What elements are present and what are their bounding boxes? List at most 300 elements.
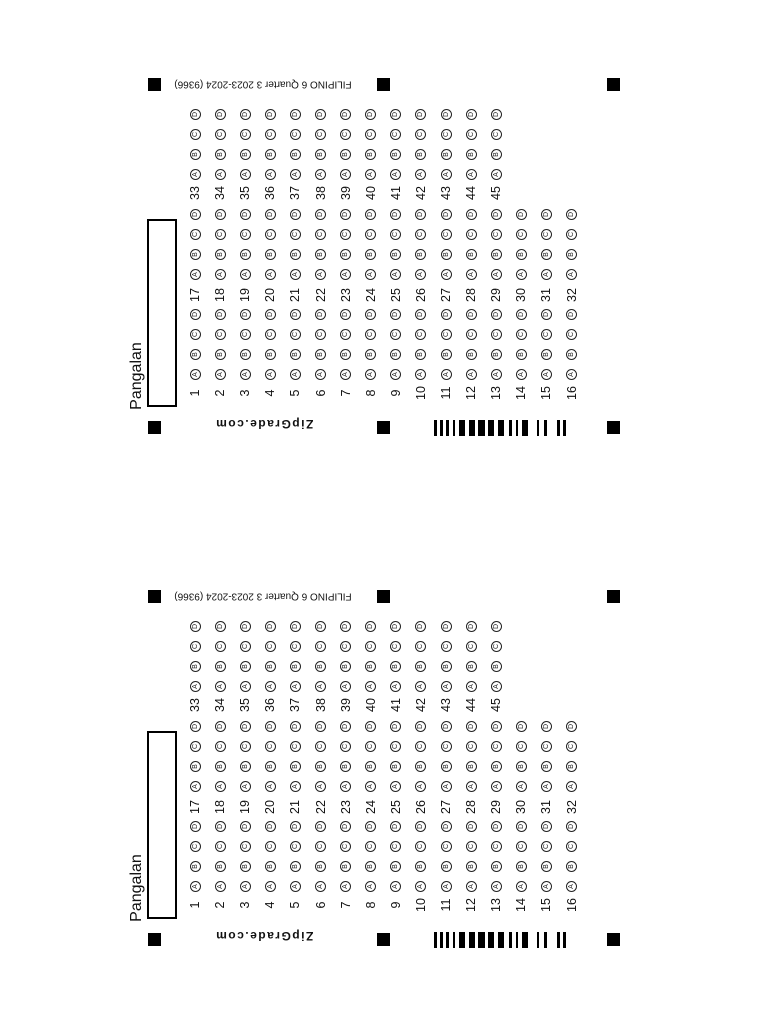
answer-bubble-d[interactable]: D	[190, 209, 201, 220]
answer-bubble-d[interactable]: D	[290, 721, 301, 732]
answer-bubble-c[interactable]: C	[415, 641, 426, 652]
answer-bubble-a[interactable]: A	[441, 169, 452, 180]
answer-bubble-d[interactable]: D	[215, 621, 226, 632]
answer-bubble-c[interactable]: C	[290, 641, 301, 652]
answer-bubble-a[interactable]: A	[190, 781, 201, 792]
answer-bubble-b[interactable]: B	[415, 661, 426, 672]
answer-bubble-a[interactable]: A	[340, 369, 351, 380]
answer-bubble-d[interactable]: D	[415, 821, 426, 832]
answer-bubble-d[interactable]: D	[390, 209, 401, 220]
answer-bubble-a[interactable]: A	[265, 169, 276, 180]
answer-bubble-c[interactable]: C	[315, 129, 326, 140]
answer-bubble-a[interactable]: A	[390, 681, 401, 692]
answer-bubble-a[interactable]: A	[240, 781, 251, 792]
answer-bubble-a[interactable]: A	[215, 369, 226, 380]
answer-bubble-d[interactable]: D	[566, 209, 577, 220]
answer-bubble-a[interactable]: A	[265, 881, 276, 892]
answer-bubble-d[interactable]: D	[215, 721, 226, 732]
answer-bubble-d[interactable]: D	[415, 721, 426, 732]
answer-bubble-a[interactable]: A	[415, 881, 426, 892]
answer-bubble-b[interactable]: B	[365, 861, 376, 872]
answer-bubble-a[interactable]: A	[290, 169, 301, 180]
answer-bubble-d[interactable]: D	[290, 209, 301, 220]
answer-bubble-c[interactable]: C	[340, 741, 351, 752]
answer-bubble-c[interactable]: C	[190, 741, 201, 752]
answer-bubble-a[interactable]: A	[365, 369, 376, 380]
answer-bubble-b[interactable]: B	[215, 861, 226, 872]
answer-bubble-b[interactable]: B	[190, 349, 201, 360]
answer-bubble-a[interactable]: A	[315, 369, 326, 380]
answer-bubble-c[interactable]: C	[491, 229, 502, 240]
answer-bubble-d[interactable]: D	[315, 821, 326, 832]
answer-bubble-b[interactable]: B	[541, 761, 552, 772]
answer-bubble-b[interactable]: B	[190, 761, 201, 772]
answer-bubble-c[interactable]: C	[240, 641, 251, 652]
answer-bubble-c[interactable]: C	[390, 841, 401, 852]
answer-bubble-d[interactable]: D	[415, 209, 426, 220]
answer-bubble-c[interactable]: C	[441, 129, 452, 140]
answer-bubble-c[interactable]: C	[315, 741, 326, 752]
answer-bubble-d[interactable]: D	[340, 309, 351, 320]
answer-bubble-c[interactable]: C	[240, 229, 251, 240]
answer-bubble-b[interactable]: B	[365, 149, 376, 160]
answer-bubble-a[interactable]: A	[415, 369, 426, 380]
answer-bubble-b[interactable]: B	[491, 249, 502, 260]
answer-bubble-b[interactable]: B	[315, 249, 326, 260]
answer-bubble-c[interactable]: C	[491, 741, 502, 752]
answer-bubble-a[interactable]: A	[315, 169, 326, 180]
answer-bubble-c[interactable]: C	[541, 329, 552, 340]
answer-bubble-a[interactable]: A	[365, 681, 376, 692]
answer-bubble-b[interactable]: B	[491, 149, 502, 160]
answer-bubble-a[interactable]: A	[215, 781, 226, 792]
answer-bubble-d[interactable]: D	[516, 821, 527, 832]
answer-bubble-c[interactable]: C	[340, 329, 351, 340]
answer-bubble-b[interactable]: B	[516, 249, 527, 260]
answer-bubble-b[interactable]: B	[466, 761, 477, 772]
answer-bubble-d[interactable]: D	[315, 109, 326, 120]
answer-bubble-b[interactable]: B	[441, 761, 452, 772]
answer-bubble-b[interactable]: B	[390, 761, 401, 772]
answer-bubble-d[interactable]: D	[466, 109, 477, 120]
answer-bubble-b[interactable]: B	[265, 661, 276, 672]
answer-bubble-a[interactable]: A	[466, 369, 477, 380]
answer-bubble-c[interactable]: C	[441, 641, 452, 652]
answer-bubble-b[interactable]: B	[190, 861, 201, 872]
answer-bubble-c[interactable]: C	[215, 641, 226, 652]
answer-bubble-c[interactable]: C	[491, 129, 502, 140]
answer-bubble-a[interactable]: A	[441, 681, 452, 692]
answer-bubble-d[interactable]: D	[390, 821, 401, 832]
answer-bubble-b[interactable]: B	[541, 349, 552, 360]
answer-bubble-d[interactable]: D	[190, 109, 201, 120]
answer-bubble-a[interactable]: A	[441, 269, 452, 280]
answer-bubble-a[interactable]: A	[566, 881, 577, 892]
answer-bubble-b[interactable]: B	[566, 861, 577, 872]
answer-bubble-d[interactable]: D	[215, 309, 226, 320]
answer-bubble-d[interactable]: D	[340, 109, 351, 120]
answer-bubble-c[interactable]: C	[265, 329, 276, 340]
answer-bubble-c[interactable]: C	[240, 841, 251, 852]
answer-bubble-a[interactable]: A	[541, 269, 552, 280]
answer-bubble-b[interactable]: B	[340, 861, 351, 872]
answer-bubble-b[interactable]: B	[240, 761, 251, 772]
answer-bubble-a[interactable]: A	[190, 881, 201, 892]
answer-bubble-d[interactable]: D	[240, 209, 251, 220]
answer-bubble-c[interactable]: C	[541, 741, 552, 752]
answer-bubble-d[interactable]: D	[415, 109, 426, 120]
answer-bubble-d[interactable]: D	[491, 209, 502, 220]
answer-bubble-d[interactable]: D	[566, 821, 577, 832]
answer-bubble-c[interactable]: C	[190, 329, 201, 340]
answer-bubble-b[interactable]: B	[541, 249, 552, 260]
answer-bubble-a[interactable]: A	[240, 681, 251, 692]
answer-bubble-a[interactable]: A	[340, 781, 351, 792]
answer-bubble-a[interactable]: A	[315, 269, 326, 280]
answer-bubble-a[interactable]: A	[240, 269, 251, 280]
answer-bubble-c[interactable]: C	[190, 641, 201, 652]
answer-bubble-b[interactable]: B	[441, 149, 452, 160]
answer-bubble-d[interactable]: D	[491, 821, 502, 832]
answer-bubble-c[interactable]: C	[441, 841, 452, 852]
answer-bubble-a[interactable]: A	[466, 169, 477, 180]
answer-bubble-a[interactable]: A	[315, 781, 326, 792]
answer-bubble-a[interactable]: A	[190, 269, 201, 280]
answer-bubble-b[interactable]: B	[290, 761, 301, 772]
answer-bubble-c[interactable]: C	[290, 329, 301, 340]
answer-bubble-b[interactable]: B	[240, 249, 251, 260]
answer-bubble-b[interactable]: B	[215, 249, 226, 260]
answer-bubble-a[interactable]: A	[466, 681, 477, 692]
answer-bubble-d[interactable]: D	[315, 621, 326, 632]
answer-bubble-b[interactable]: B	[190, 249, 201, 260]
answer-bubble-d[interactable]: D	[390, 109, 401, 120]
answer-bubble-d[interactable]: D	[541, 721, 552, 732]
answer-bubble-d[interactable]: D	[390, 309, 401, 320]
answer-bubble-c[interactable]: C	[390, 129, 401, 140]
answer-bubble-b[interactable]: B	[240, 149, 251, 160]
answer-bubble-b[interactable]: B	[365, 661, 376, 672]
answer-bubble-a[interactable]: A	[390, 369, 401, 380]
answer-bubble-a[interactable]: A	[265, 781, 276, 792]
answer-bubble-d[interactable]: D	[265, 721, 276, 732]
answer-bubble-d[interactable]: D	[466, 309, 477, 320]
answer-bubble-c[interactable]: C	[415, 229, 426, 240]
answer-bubble-b[interactable]: B	[265, 149, 276, 160]
answer-bubble-b[interactable]: B	[516, 861, 527, 872]
answer-bubble-c[interactable]: C	[466, 741, 477, 752]
answer-bubble-c[interactable]: C	[466, 841, 477, 852]
answer-bubble-c[interactable]: C	[315, 641, 326, 652]
answer-bubble-a[interactable]: A	[290, 369, 301, 380]
answer-bubble-b[interactable]: B	[315, 861, 326, 872]
answer-bubble-c[interactable]: C	[491, 641, 502, 652]
answer-bubble-a[interactable]: A	[365, 169, 376, 180]
answer-bubble-c[interactable]: C	[340, 841, 351, 852]
answer-bubble-c[interactable]: C	[516, 229, 527, 240]
answer-bubble-c[interactable]: C	[290, 129, 301, 140]
answer-bubble-b[interactable]: B	[215, 761, 226, 772]
answer-bubble-b[interactable]: B	[340, 349, 351, 360]
answer-bubble-b[interactable]: B	[365, 761, 376, 772]
answer-bubble-a[interactable]: A	[215, 169, 226, 180]
answer-bubble-b[interactable]: B	[365, 349, 376, 360]
answer-bubble-a[interactable]: A	[365, 881, 376, 892]
answer-bubble-a[interactable]: A	[390, 269, 401, 280]
answer-bubble-c[interactable]: C	[290, 741, 301, 752]
answer-bubble-d[interactable]: D	[441, 109, 452, 120]
answer-bubble-b[interactable]: B	[415, 861, 426, 872]
answer-bubble-a[interactable]: A	[516, 781, 527, 792]
answer-bubble-c[interactable]: C	[240, 329, 251, 340]
answer-bubble-b[interactable]: B	[265, 249, 276, 260]
answer-bubble-c[interactable]: C	[215, 741, 226, 752]
answer-bubble-b[interactable]: B	[390, 149, 401, 160]
answer-bubble-c[interactable]: C	[541, 229, 552, 240]
answer-bubble-a[interactable]: A	[340, 881, 351, 892]
answer-bubble-b[interactable]: B	[441, 249, 452, 260]
answer-bubble-b[interactable]: B	[240, 861, 251, 872]
answer-bubble-b[interactable]: B	[290, 349, 301, 360]
answer-bubble-d[interactable]: D	[290, 821, 301, 832]
answer-bubble-a[interactable]: A	[240, 169, 251, 180]
answer-bubble-b[interactable]: B	[340, 761, 351, 772]
answer-bubble-c[interactable]: C	[566, 229, 577, 240]
answer-bubble-a[interactable]: A	[265, 269, 276, 280]
answer-bubble-d[interactable]: D	[340, 621, 351, 632]
answer-bubble-c[interactable]: C	[466, 329, 477, 340]
answer-bubble-d[interactable]: D	[265, 209, 276, 220]
answer-bubble-b[interactable]: B	[415, 349, 426, 360]
answer-bubble-c[interactable]: C	[365, 129, 376, 140]
answer-bubble-d[interactable]: D	[290, 109, 301, 120]
answer-bubble-a[interactable]: A	[290, 881, 301, 892]
answer-bubble-d[interactable]: D	[315, 209, 326, 220]
answer-bubble-b[interactable]: B	[466, 861, 477, 872]
answer-bubble-c[interactable]: C	[265, 129, 276, 140]
answer-bubble-d[interactable]: D	[265, 109, 276, 120]
answer-bubble-c[interactable]: C	[290, 841, 301, 852]
name-field[interactable]	[147, 219, 177, 407]
answer-bubble-c[interactable]: C	[365, 329, 376, 340]
answer-bubble-b[interactable]: B	[290, 149, 301, 160]
answer-bubble-b[interactable]: B	[190, 661, 201, 672]
answer-bubble-a[interactable]: A	[541, 781, 552, 792]
answer-bubble-d[interactable]: D	[265, 621, 276, 632]
answer-bubble-d[interactable]: D	[240, 621, 251, 632]
answer-bubble-b[interactable]: B	[516, 349, 527, 360]
answer-bubble-b[interactable]: B	[340, 249, 351, 260]
answer-bubble-d[interactable]: D	[215, 821, 226, 832]
answer-bubble-a[interactable]: A	[365, 781, 376, 792]
answer-bubble-c[interactable]: C	[340, 641, 351, 652]
answer-bubble-d[interactable]: D	[365, 621, 376, 632]
answer-bubble-c[interactable]: C	[390, 329, 401, 340]
answer-bubble-b[interactable]: B	[390, 861, 401, 872]
answer-bubble-a[interactable]: A	[415, 781, 426, 792]
answer-bubble-a[interactable]: A	[541, 881, 552, 892]
answer-bubble-b[interactable]: B	[441, 661, 452, 672]
answer-bubble-d[interactable]: D	[240, 821, 251, 832]
answer-bubble-c[interactable]: C	[441, 741, 452, 752]
answer-bubble-a[interactable]: A	[240, 881, 251, 892]
answer-bubble-a[interactable]: A	[491, 681, 502, 692]
answer-bubble-a[interactable]: A	[566, 269, 577, 280]
answer-bubble-a[interactable]: A	[390, 881, 401, 892]
answer-bubble-d[interactable]: D	[415, 621, 426, 632]
answer-bubble-c[interactable]: C	[466, 129, 477, 140]
answer-bubble-b[interactable]: B	[240, 661, 251, 672]
answer-bubble-a[interactable]: A	[541, 369, 552, 380]
answer-bubble-d[interactable]: D	[566, 721, 577, 732]
answer-bubble-c[interactable]: C	[390, 229, 401, 240]
answer-bubble-b[interactable]: B	[215, 149, 226, 160]
answer-bubble-c[interactable]: C	[215, 329, 226, 340]
answer-bubble-d[interactable]: D	[466, 621, 477, 632]
answer-bubble-a[interactable]: A	[190, 169, 201, 180]
answer-bubble-c[interactable]: C	[466, 229, 477, 240]
answer-bubble-b[interactable]: B	[240, 349, 251, 360]
answer-bubble-c[interactable]: C	[566, 741, 577, 752]
answer-bubble-b[interactable]: B	[415, 249, 426, 260]
answer-bubble-b[interactable]: B	[466, 149, 477, 160]
answer-bubble-a[interactable]: A	[215, 681, 226, 692]
answer-bubble-a[interactable]: A	[265, 681, 276, 692]
answer-bubble-c[interactable]: C	[215, 841, 226, 852]
answer-bubble-d[interactable]: D	[415, 309, 426, 320]
answer-bubble-d[interactable]: D	[441, 621, 452, 632]
answer-bubble-d[interactable]: D	[466, 721, 477, 732]
answer-bubble-d[interactable]: D	[340, 821, 351, 832]
answer-bubble-d[interactable]: D	[491, 309, 502, 320]
answer-bubble-c[interactable]: C	[265, 641, 276, 652]
answer-bubble-d[interactable]: D	[491, 109, 502, 120]
answer-bubble-a[interactable]: A	[215, 269, 226, 280]
answer-bubble-c[interactable]: C	[240, 129, 251, 140]
answer-bubble-b[interactable]: B	[315, 349, 326, 360]
answer-bubble-c[interactable]: C	[265, 841, 276, 852]
answer-bubble-c[interactable]: C	[390, 641, 401, 652]
answer-bubble-d[interactable]: D	[365, 209, 376, 220]
answer-bubble-d[interactable]: D	[441, 309, 452, 320]
answer-bubble-c[interactable]: C	[466, 641, 477, 652]
answer-bubble-d[interactable]: D	[190, 721, 201, 732]
answer-bubble-b[interactable]: B	[566, 249, 577, 260]
answer-bubble-c[interactable]: C	[240, 741, 251, 752]
answer-bubble-a[interactable]: A	[290, 781, 301, 792]
answer-bubble-d[interactable]: D	[390, 621, 401, 632]
answer-bubble-c[interactable]: C	[315, 841, 326, 852]
answer-bubble-d[interactable]: D	[215, 209, 226, 220]
answer-bubble-a[interactable]: A	[466, 881, 477, 892]
answer-bubble-b[interactable]: B	[390, 249, 401, 260]
answer-bubble-b[interactable]: B	[315, 761, 326, 772]
answer-bubble-b[interactable]: B	[315, 661, 326, 672]
answer-bubble-b[interactable]: B	[415, 149, 426, 160]
answer-bubble-a[interactable]: A	[516, 369, 527, 380]
answer-bubble-b[interactable]: B	[290, 249, 301, 260]
answer-bubble-b[interactable]: B	[491, 349, 502, 360]
answer-bubble-c[interactable]: C	[441, 329, 452, 340]
answer-bubble-b[interactable]: B	[516, 761, 527, 772]
answer-bubble-b[interactable]: B	[365, 249, 376, 260]
answer-bubble-d[interactable]: D	[441, 721, 452, 732]
answer-bubble-a[interactable]: A	[491, 369, 502, 380]
answer-bubble-b[interactable]: B	[441, 861, 452, 872]
answer-bubble-d[interactable]: D	[441, 821, 452, 832]
answer-bubble-d[interactable]: D	[240, 109, 251, 120]
answer-bubble-a[interactable]: A	[466, 781, 477, 792]
answer-bubble-d[interactable]: D	[365, 309, 376, 320]
answer-bubble-b[interactable]: B	[390, 661, 401, 672]
answer-bubble-a[interactable]: A	[290, 269, 301, 280]
answer-bubble-d[interactable]: D	[541, 309, 552, 320]
answer-bubble-a[interactable]: A	[491, 169, 502, 180]
answer-bubble-a[interactable]: A	[365, 269, 376, 280]
answer-bubble-c[interactable]: C	[415, 329, 426, 340]
answer-bubble-a[interactable]: A	[516, 269, 527, 280]
answer-bubble-d[interactable]: D	[365, 821, 376, 832]
answer-bubble-d[interactable]: D	[240, 721, 251, 732]
answer-bubble-a[interactable]: A	[491, 781, 502, 792]
answer-bubble-b[interactable]: B	[290, 861, 301, 872]
answer-bubble-d[interactable]: D	[240, 309, 251, 320]
answer-bubble-b[interactable]: B	[541, 861, 552, 872]
answer-bubble-a[interactable]: A	[441, 881, 452, 892]
answer-bubble-b[interactable]: B	[215, 349, 226, 360]
answer-bubble-c[interactable]: C	[365, 841, 376, 852]
answer-bubble-d[interactable]: D	[491, 721, 502, 732]
answer-bubble-a[interactable]: A	[340, 681, 351, 692]
answer-bubble-c[interactable]: C	[290, 229, 301, 240]
answer-bubble-c[interactable]: C	[415, 129, 426, 140]
answer-bubble-c[interactable]: C	[365, 229, 376, 240]
answer-bubble-a[interactable]: A	[190, 369, 201, 380]
answer-bubble-a[interactable]: A	[290, 681, 301, 692]
answer-bubble-d[interactable]: D	[190, 821, 201, 832]
answer-bubble-a[interactable]: A	[516, 881, 527, 892]
answer-bubble-a[interactable]: A	[441, 781, 452, 792]
answer-bubble-b[interactable]: B	[491, 661, 502, 672]
answer-bubble-d[interactable]: D	[466, 209, 477, 220]
answer-bubble-c[interactable]: C	[516, 329, 527, 340]
answer-bubble-b[interactable]: B	[340, 149, 351, 160]
answer-bubble-b[interactable]: B	[491, 761, 502, 772]
answer-bubble-d[interactable]: D	[491, 621, 502, 632]
answer-bubble-b[interactable]: B	[190, 149, 201, 160]
answer-bubble-b[interactable]: B	[466, 349, 477, 360]
answer-bubble-c[interactable]: C	[516, 841, 527, 852]
answer-bubble-a[interactable]: A	[315, 881, 326, 892]
answer-bubble-b[interactable]: B	[215, 661, 226, 672]
answer-bubble-c[interactable]: C	[190, 841, 201, 852]
answer-bubble-b[interactable]: B	[466, 661, 477, 672]
name-field[interactable]	[147, 731, 177, 919]
answer-bubble-b[interactable]: B	[415, 761, 426, 772]
answer-bubble-a[interactable]: A	[415, 269, 426, 280]
answer-bubble-d[interactable]: D	[315, 721, 326, 732]
answer-bubble-d[interactable]: D	[541, 209, 552, 220]
answer-bubble-d[interactable]: D	[516, 209, 527, 220]
answer-bubble-c[interactable]: C	[415, 841, 426, 852]
answer-bubble-c[interactable]: C	[340, 129, 351, 140]
answer-bubble-a[interactable]: A	[190, 681, 201, 692]
answer-bubble-c[interactable]: C	[265, 741, 276, 752]
answer-bubble-d[interactable]: D	[466, 821, 477, 832]
answer-bubble-b[interactable]: B	[340, 661, 351, 672]
answer-bubble-a[interactable]: A	[566, 781, 577, 792]
answer-bubble-b[interactable]: B	[566, 349, 577, 360]
